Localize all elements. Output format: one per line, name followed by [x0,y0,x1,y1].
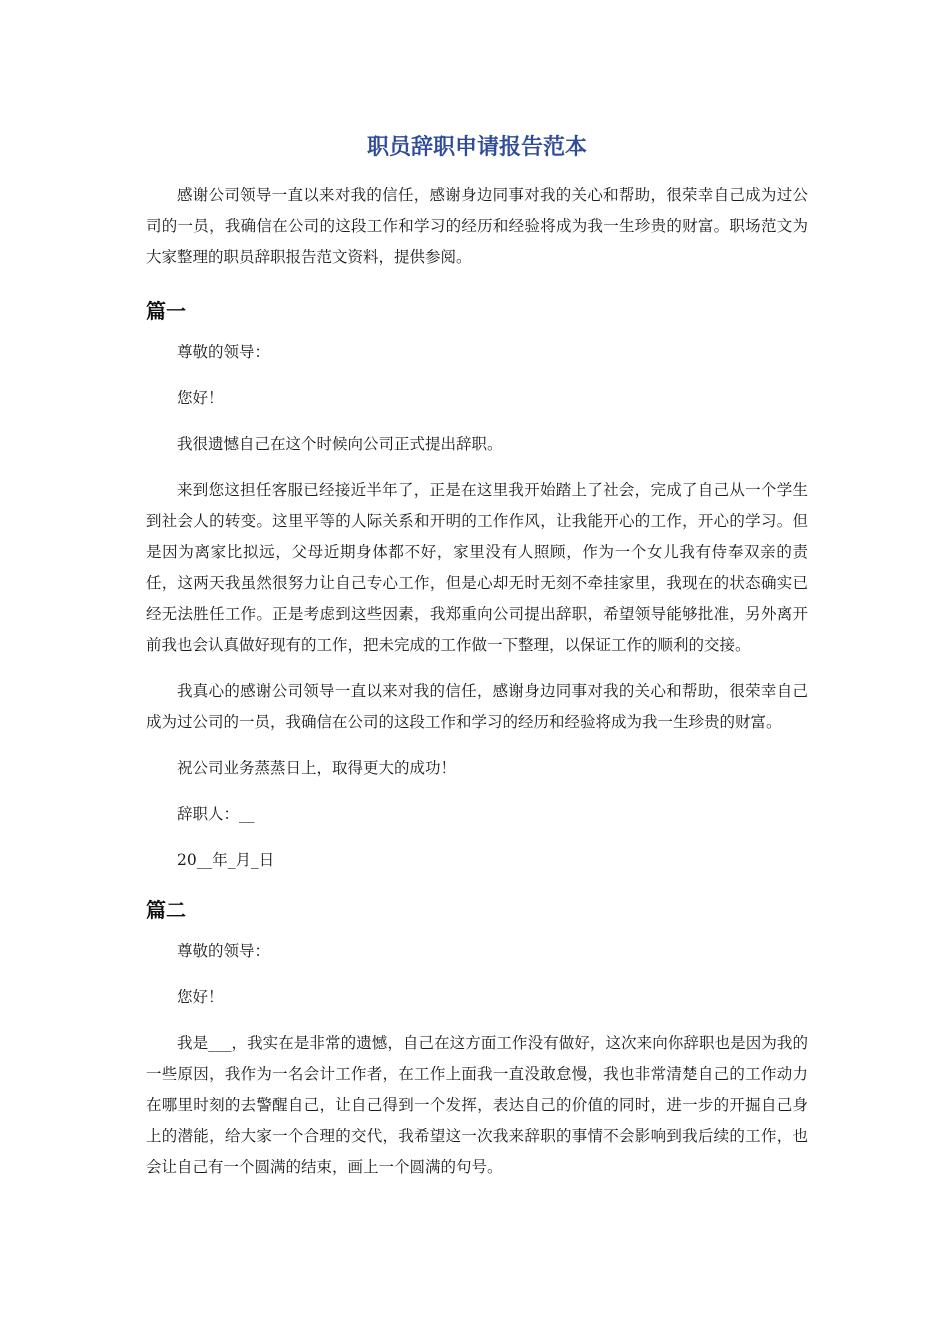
salutation: 尊敬的领导： [177,942,271,960]
document-page [146,130,808,1199]
section-heading: 篇二 [146,898,186,922]
body-paragraph: 我很遗憾自己在这个时候向公司正式提出辞职。 [177,435,503,453]
page-title: 职员辞职申请报告范本 [366,135,587,160]
intro-paragraph: 感谢公司领导一直以来对我的信任，感谢身边同事对我的关心和帮助，很荣幸自己成为过公司的一员，我确信在公司的这段工作和学习的经历和经验将成为我一生珍贵的财富。职场范文为大家整理的职员辞职报告范文资料，提供参阅。 [146,186,808,266]
body-paragraph: 我真心的感谢公司领导一直以来对我的信任，感谢身边同事对我的关心和帮助，很荣幸自己成为过公司的一员，我确信在公司的这段工作和学习的经历和经验将成为我一生珍贵的财富。 [146,682,808,731]
greeting: 您好！ [177,988,224,1006]
section-heading: 篇一 [146,299,186,323]
closing-wish: 祝公司业务蒸蒸日上，取得更大的成功！ [177,759,457,777]
body-paragraph: 来到您这担任客服已经接近半年了，正是在这里我开始踏上了社会，完成了自己从一个学生到社会人的转变。这里平等的人际关系和开明的工作作风，让我能开心的工作，开心的学习。但是因为离家比拟远，父母近期身体都不好，家里没有人照顾，作为一个女儿我有侍奉双亲的责任，这两天我虽然很努力让自己专心工作，但是心却无时无刻不牵挂家里，我现在的状态确实已经无法胜任工作。正是考虑到这些因素，我郑重向公司提出辞职，希望领导能够批准，另外离开前我也会认真做好现有的工作，把未完成的工作做一下整理，以保证工作的顺利的交接。 [146,481,808,654]
date-line: 20__年_月_日 [177,851,275,869]
salutation: 尊敬的领导： [177,343,271,361]
greeting: 您好！ [177,389,224,407]
signature-line: 辞职人：__ [177,805,255,823]
section-2 [146,892,808,1183]
section-1 [146,293,808,876]
body-paragraph: 我是___，我实在是非常的遗憾，自己在这方面工作没有做好，这次来向你辞职也是因为我的一些原因，我作为一名会计工作者，在工作上面我一直没敢怠慢，我也非常清楚自己的工作动力在哪里时刻的去警醒自己，让自己得到一个发挥，表达自己的价值的同时，进一步的开掘自己身上的潜能，给大家一个合理的交代，我希望这一次我来辞职的事情不会影响到我后续的工作，也会让自己有一个圆满的结束，画上一个圆满的句号。 [146,1034,808,1176]
